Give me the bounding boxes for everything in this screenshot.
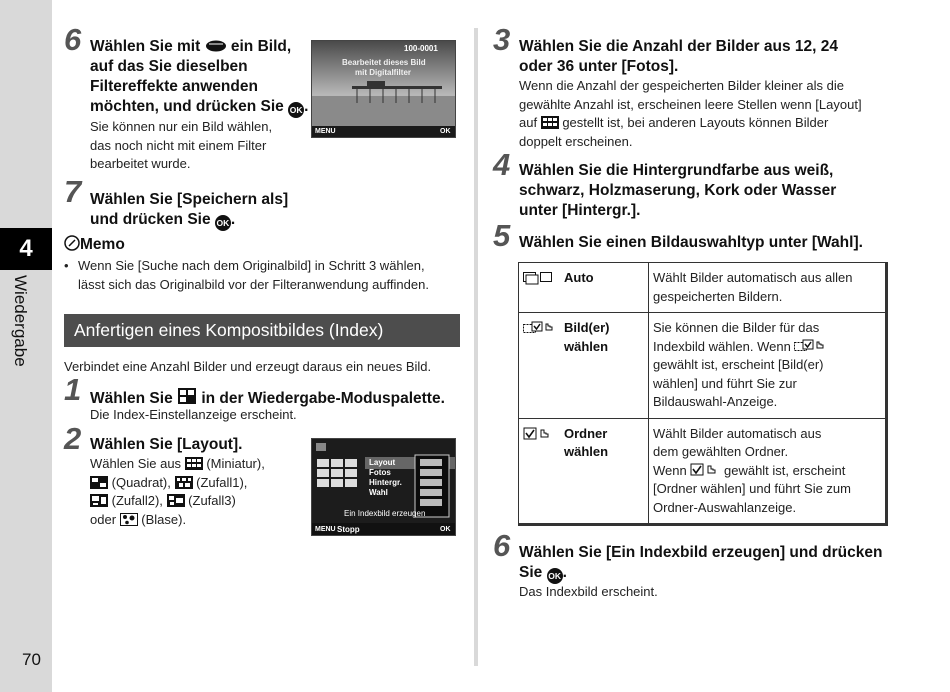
step-6r-title-line2: Sie <box>519 564 543 581</box>
create-index-label: Ein Indexbild erzeugen <box>344 509 426 518</box>
step-1-body: Die Index-Einstellanzeige erscheint. <box>90 407 297 422</box>
step-6r-title-line1: Wählen Sie [Ein Indexbild erzeugen] und drücken <box>519 544 883 561</box>
step-4-title <box>519 161 939 221</box>
step-6-body-line3: bearbeitet wurde. <box>90 156 191 171</box>
pier-photo <box>312 41 456 138</box>
step-3-title-line1: Wählen Sie die Anzahl der Bilder aus 12, 24 <box>519 38 838 55</box>
step-6-title-b: ein Bild, <box>230 38 292 55</box>
index-menu-select: Wahl <box>369 488 388 497</box>
row-folder-desc2: dem gewählten Ordner. <box>653 444 789 459</box>
select-images-icon <box>523 321 555 335</box>
ok-button-icon: OK <box>547 568 563 584</box>
row-images-label1: Bild(er) <box>564 320 610 335</box>
step-2-body-b: (Miniatur), <box>206 456 265 471</box>
step-4-title-line2: schwarz, Holzmaserung, Kork oder Wasser <box>519 182 837 199</box>
table-row <box>519 418 887 525</box>
index-settings-screen <box>311 438 456 536</box>
select-images-icon <box>794 339 826 353</box>
row-auto-label: Auto <box>564 270 594 285</box>
row-folder-desc3a: Wenn <box>653 462 687 478</box>
preview-caption-line1: Bearbeitet dieses Bild <box>342 58 426 67</box>
ok-button-icon: OK <box>215 215 231 231</box>
ok-button-icon: OK <box>288 102 304 118</box>
random1-layout-icon <box>175 476 193 489</box>
preview-caption-line2: mit Digitalfilter <box>355 68 412 77</box>
row-images-label2: wählen <box>564 338 609 354</box>
step-7-number: 7 <box>64 174 82 209</box>
step-2-body-h: (Blase). <box>141 511 187 527</box>
row-folder-desc3b: gewählt ist, erscheint <box>723 462 846 478</box>
step-3-title <box>519 37 919 77</box>
memo-line2: lässt sich das Originalbild vor der Filteranwendung auffinden. <box>78 276 429 292</box>
step-2-title: Wählen Sie [Layout]. <box>90 436 243 453</box>
index-mode-icon <box>177 387 197 405</box>
row-images-desc5: Bildauswahl-Anzeige. <box>653 394 778 409</box>
step-6-title-line3: Filtereffekte anwenden <box>90 78 258 95</box>
step-7-title: Wählen Sie [Speichern als] und drücken Sie OK . <box>90 190 390 231</box>
step-6-title: Wählen Sie mit ein Bild, auf das Sie dieselben Filtereffekte anwenden möchten, und drücken Sie OK . <box>90 37 310 118</box>
step-1-title-a: Wählen Sie <box>90 390 173 407</box>
dial-icon <box>205 39 227 53</box>
row-images-desc3: gewählt ist, erscheint [Bild(er) <box>653 357 824 372</box>
row-images-desc2: Indexbild wählen. Wenn <box>653 338 791 354</box>
row-folder-label2: wählen <box>564 444 609 459</box>
row-images-desc4: wählen] und führt Sie zur <box>653 375 797 391</box>
row-auto-desc2: gespeicherten Bildern. <box>653 288 783 304</box>
step-6-title-a: Wählen Sie mit <box>90 38 201 55</box>
step-6-title-line4: möchten, und drücken Sie <box>90 98 284 115</box>
step-3-body-line3b: gestellt ist, bei anderen Layouts können Bilder <box>562 115 829 130</box>
step-4-title-line1: Wählen Sie die Hintergrundfarbe aus weiß, <box>519 162 834 179</box>
step-3-body-line2: gewählte Anzahl ist, erscheinen leere Stellen wenn [Layout] <box>519 96 862 112</box>
auto-select-icon <box>523 271 553 285</box>
memo-line1: Wenn Sie [Suche nach dem Originalbild] in Schritt 3 wählen, <box>78 258 425 273</box>
section-intro: Verbindet eine Anzahl Bilder und erzeugt daraus ein neues Bild. <box>64 359 432 374</box>
step-6-title-line2: auf das Sie dieselben <box>90 58 248 75</box>
step-3-title-line2: oder 36 unter [Fotos]. <box>519 58 679 75</box>
column-divider <box>474 28 478 666</box>
row-folder-label1: Ordner <box>564 425 608 441</box>
thumbnail-layout-icon <box>185 457 203 470</box>
step-3-body-line4: doppelt erscheinen. <box>519 133 633 149</box>
step-6r-number: 6 <box>493 528 511 563</box>
step-6-body-line1: Sie können nur ein Bild wählen, <box>90 119 273 134</box>
row-folder-desc1: Wählt Bilder automatisch aus <box>653 425 822 441</box>
step-2-number: 2 <box>64 421 82 456</box>
filter-preview-screen <box>311 40 456 138</box>
step-7-title-line1: Wählen Sie [Speichern als] <box>90 191 289 208</box>
step-3-body-line3a: auf <box>519 115 538 130</box>
row-folder-desc4: [Ordner wählen] und führt Sie zum <box>653 481 851 496</box>
memo-icon <box>64 235 80 251</box>
step-3-body <box>519 77 939 151</box>
step-5-number: 5 <box>493 218 511 253</box>
page-number: 70 <box>22 650 41 669</box>
step-2-body-d: (Zufall1), <box>196 474 248 490</box>
random3-layout-icon <box>167 494 185 507</box>
row-auto-desc1: Wählt Bilder automatisch aus allen <box>653 270 853 285</box>
select-folder-icon <box>523 427 553 441</box>
ok-label-2: OK <box>440 526 451 533</box>
select-folder-icon <box>690 463 720 477</box>
section-title: Anfertigen eines Kompositbildes (Index) <box>74 320 384 340</box>
step-5-title: Wählen Sie einen Bildauswahltyp unter [Wahl]. <box>519 234 863 251</box>
step-1-title-b: in der Wiedergabe-Moduspalette. <box>201 390 445 407</box>
memo-bullet: • <box>64 258 69 273</box>
index-menu-fotos: Fotos <box>369 468 391 477</box>
chapter-label: Wiedergabe <box>11 275 30 367</box>
menu-label-2: MENU <box>315 526 336 533</box>
step-2-body-f: (Zufall3) <box>188 493 236 508</box>
table-cell-desc <box>649 418 887 525</box>
selection-type-table <box>518 262 888 526</box>
index-menu-background: Hintergr. <box>369 478 402 487</box>
table-row <box>519 313 887 419</box>
table-row <box>519 263 887 313</box>
step-7-title-line2: und drücken Sie <box>90 211 211 228</box>
chapter-label-container <box>10 275 40 375</box>
image-counter: 100-0001 <box>404 44 438 53</box>
bubble-layout-icon <box>120 513 138 526</box>
step-6-number: 6 <box>64 22 82 57</box>
step-2-body-a: Wählen Sie aus <box>90 456 182 471</box>
step-3-body-line1: Wenn die Anzahl der gespeicherten Bilder kleiner als die <box>519 78 844 93</box>
menu-label: MENU <box>315 128 336 135</box>
step-6r-title: Wählen Sie [Ein Indexbild erzeugen] und drücken Sie OK . <box>519 543 939 584</box>
step-6-body-line2: das noch nicht mit einem Filter <box>90 137 267 153</box>
memo-body <box>64 257 478 294</box>
memo-title <box>64 235 125 254</box>
index-menu-layout: Layout <box>369 458 396 467</box>
step-1-number: 1 <box>64 372 82 407</box>
table-cell-type <box>519 263 649 313</box>
step-4-number: 4 <box>493 147 511 182</box>
table-cell-desc <box>649 313 887 419</box>
section-header <box>64 314 460 347</box>
step-2-body <box>90 455 305 529</box>
step-4-title-line3: unter [Hintergr.]. <box>519 202 641 219</box>
row-images-desc1: Sie können die Bilder für das <box>653 320 820 335</box>
ok-label: OK <box>440 128 451 135</box>
memo-title-text: Memo <box>80 236 125 253</box>
step-2-body-c: (Quadrat), <box>111 474 171 490</box>
step-2-body-g: oder <box>90 511 117 527</box>
table-cell-type <box>519 313 649 419</box>
step-6r-body: Das Indexbild erscheint. <box>519 584 658 599</box>
step-2-body-e: (Zufall2), <box>111 493 163 508</box>
square-layout-icon <box>90 476 108 489</box>
step-6-body <box>90 118 300 174</box>
row-folder-desc5: Ordner-Auswahlanzeige. <box>653 499 797 515</box>
thumbnail-layout-icon <box>541 116 559 129</box>
table-cell-desc <box>649 263 887 313</box>
step-3-number: 3 <box>493 22 511 57</box>
chapter-number: 4 <box>0 228 52 270</box>
stop-label: Stopp <box>337 525 360 534</box>
random2-layout-icon <box>90 494 108 507</box>
table-cell-type <box>519 418 649 525</box>
